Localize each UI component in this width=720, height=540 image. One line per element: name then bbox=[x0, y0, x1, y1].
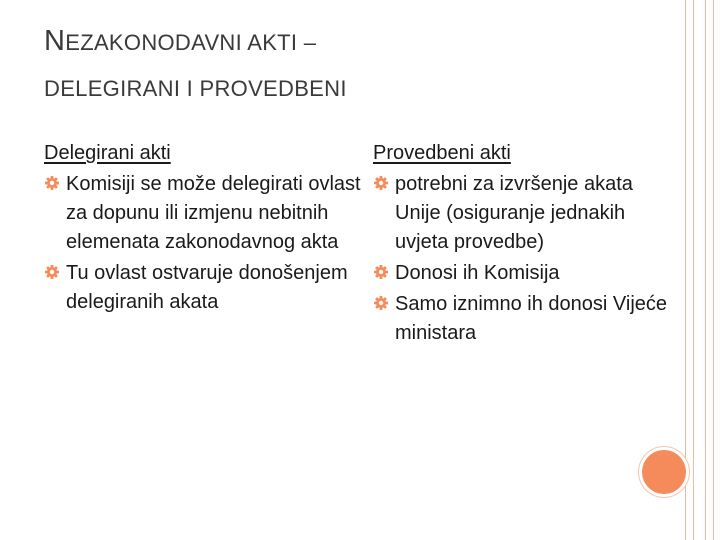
slide-title bbox=[44, 26, 644, 104]
gear-icon bbox=[373, 175, 389, 191]
title-line-2: DELEGIRANI I PROVEDBENI bbox=[44, 76, 347, 101]
list-item: Donosi ih Komisija bbox=[373, 259, 673, 288]
right-column bbox=[373, 138, 673, 350]
gear-icon bbox=[373, 295, 389, 311]
decorative-lines bbox=[680, 0, 720, 540]
gear-icon bbox=[44, 175, 60, 191]
gear-icon bbox=[44, 264, 60, 280]
list-item: Komisiji se može delegirati ovlast za dopunu ili izmjenu nebitnih elemenata zakonodavnog akta bbox=[44, 170, 369, 257]
left-column-heading: Delegirani akti bbox=[44, 142, 171, 164]
right-column-heading: Provedbeni akti bbox=[373, 142, 511, 164]
gear-icon bbox=[373, 264, 389, 280]
list-item: Samo iznimno ih donosi Vijeće ministara bbox=[373, 290, 673, 348]
decorative-circle bbox=[642, 450, 686, 494]
list-item: Tu ovlast ostvaruje donošenjem delegiranih akata bbox=[44, 259, 369, 317]
list-item: potrebni za izvršenje akata Unije (osiguranje jednakih uvjeta provedbe) bbox=[373, 170, 673, 257]
left-column bbox=[44, 138, 369, 319]
title-line-1: NEZAKONODAVNI AKTI – bbox=[44, 25, 317, 57]
